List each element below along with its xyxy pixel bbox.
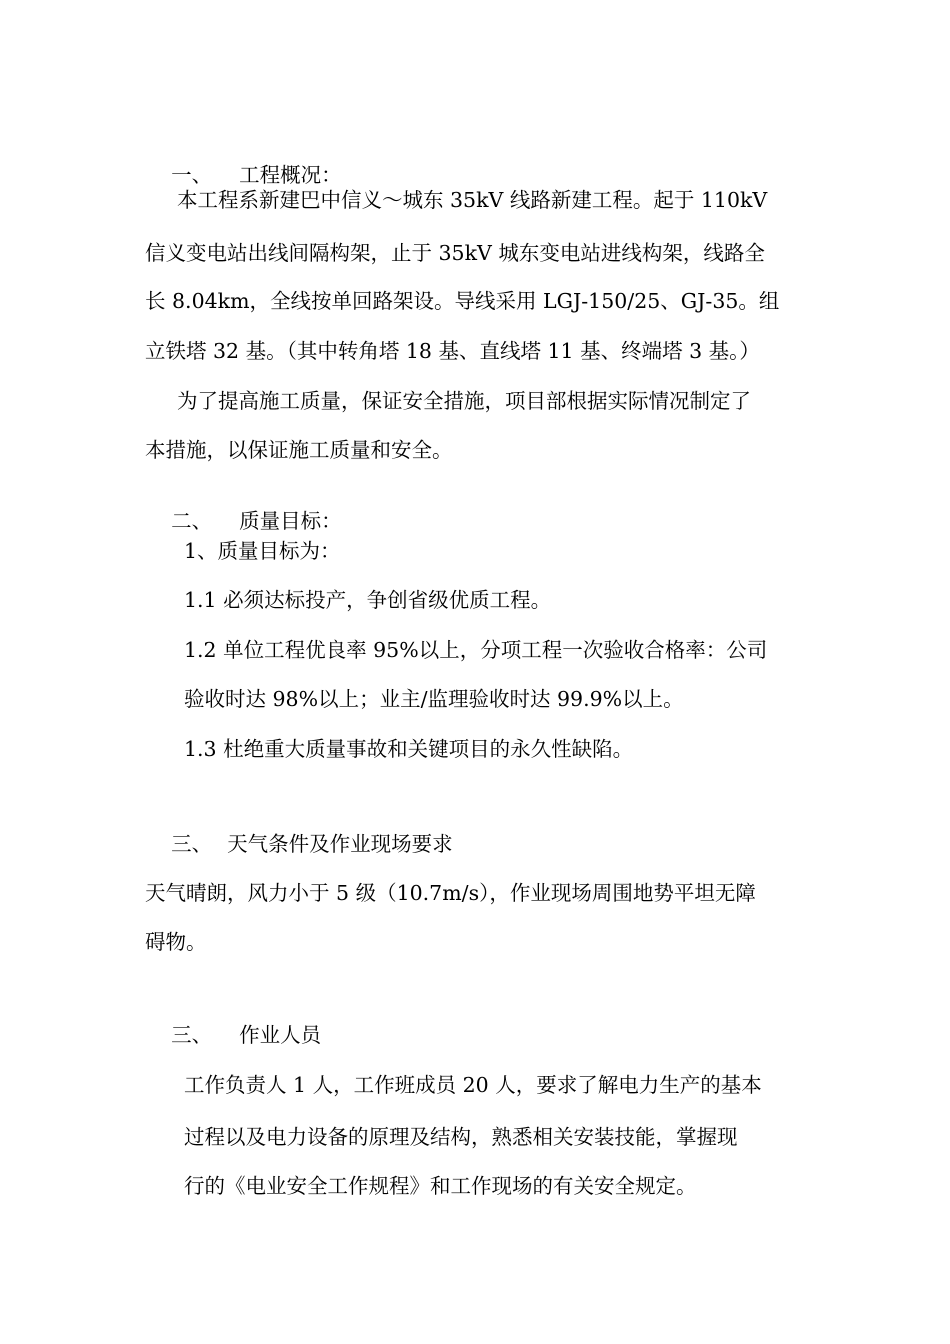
section-1-title: 工程概况：: [239, 162, 342, 187]
paragraph-line: 过程以及电力设备的原理及结构，熟悉相关安装技能，掌握现: [184, 1125, 738, 1149]
section-2-title: 质量目标：: [239, 508, 342, 533]
paragraph-line: 工作负责人 1 人，工作班成员 20 人，要求了解电力生产的基本: [184, 1073, 762, 1097]
list-item: 1.1 必须达标投产，争创省级优质工程。: [184, 588, 552, 612]
paragraph-line: 碍物。: [145, 930, 207, 954]
section-3-number: 三、: [171, 831, 213, 856]
paragraph-line: 本工程系新建巴中信义～城东 35kV 线路新建工程。起于 110kV: [177, 188, 768, 212]
paragraph-line: 立铁塔 32 基。（其中转角塔 18 基、直线塔 11 基、终端塔 3 基。）: [145, 339, 760, 363]
list-item: 1.2 单位工程优良率 95%以上，分项工程一次验收合格率：公司: [184, 638, 768, 662]
section-4-title: 作业人员: [239, 1022, 322, 1047]
paragraph-line: 本措施，以保证施工质量和安全。: [145, 438, 453, 462]
list-item: 1.3 杜绝重大质量事故和关键项目的永久性缺陷。: [184, 737, 634, 761]
paragraph-line: 长 8.04km，全线按单回路架设。导线采用 LGJ-150/25、GJ-35。组: [145, 289, 780, 313]
section-3-heading: [145, 813, 453, 875]
paragraph-line: 行的《电业安全工作规程》和工作现场的有关安全规定。: [184, 1174, 697, 1198]
section-4-heading: [145, 1004, 321, 1066]
list-item: 1、质量目标为：: [184, 539, 341, 563]
section-4-number: 三、: [171, 1022, 213, 1047]
section-2-number: 二、: [171, 508, 213, 533]
section-3-title: 天气条件及作业现场要求: [227, 831, 453, 856]
paragraph-line: 为了提高施工质量，保证安全措施，项目部根据实际情况制定了: [177, 389, 751, 413]
paragraph-line: 天气晴朗，风力小于 5 级（10.7m/s），作业现场周围地势平坦无障: [145, 881, 756, 905]
list-item: 验收时达 98%以上；业主/监理验收时达 99.9%以上。: [184, 687, 684, 711]
paragraph-line: 信义变电站出线间隔构架，止于 35kV 城东变电站进线构架，线路全: [145, 241, 765, 265]
section-1-number: 一、: [171, 162, 213, 187]
